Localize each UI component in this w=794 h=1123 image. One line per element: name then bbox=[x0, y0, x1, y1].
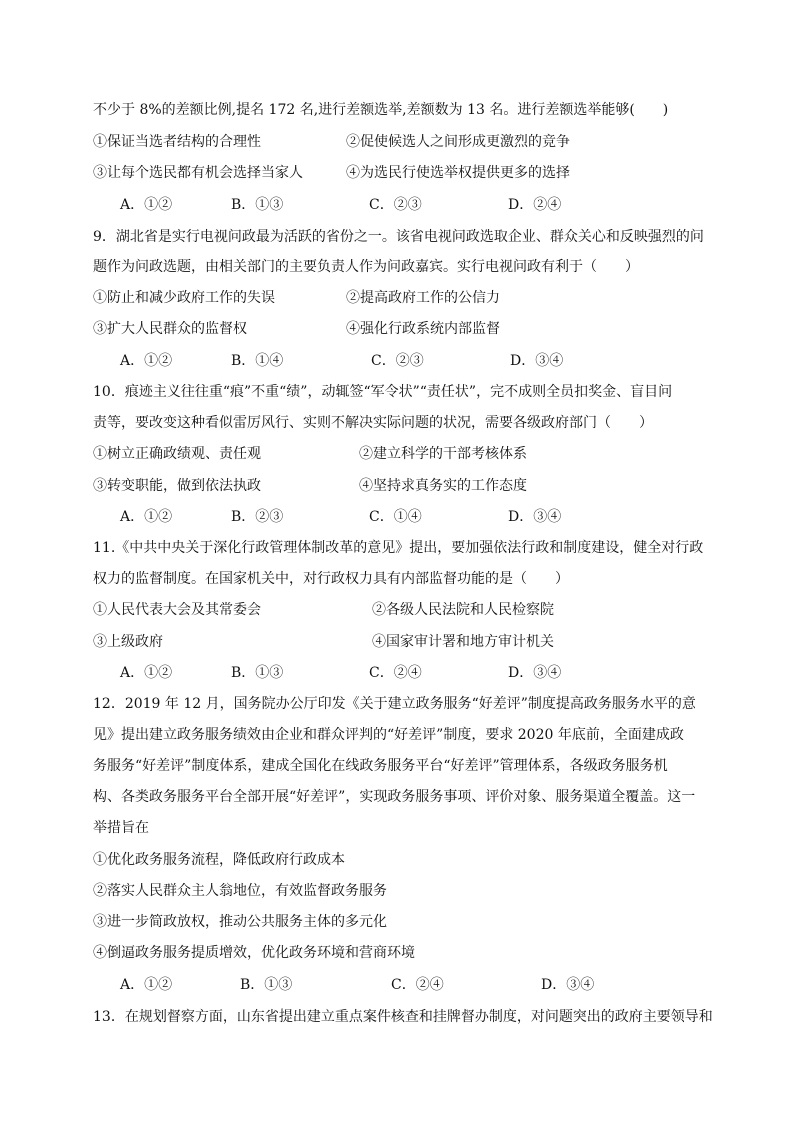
q8-statement-3: ③让每个选民都有机会选择当家人 bbox=[93, 165, 303, 181]
q8-option-b[interactable]: B．①③ bbox=[231, 197, 284, 213]
q9-statement-4: ④强化行政系统内部监督 bbox=[346, 321, 500, 337]
q9-statement-1: ①防止和减少政府工作的失误 bbox=[93, 290, 275, 306]
q8-option-c[interactable]: C．②③ bbox=[369, 197, 422, 213]
q9-statement-2: ②提高政府工作的公信力 bbox=[346, 290, 500, 306]
q12-option-b[interactable]: B．①③ bbox=[240, 977, 293, 993]
q11-option-c[interactable]: C．②④ bbox=[369, 665, 422, 681]
q12-statement-3: ③进一步简政放权，推动公共服务主体的多元化 bbox=[93, 914, 387, 930]
q9-option-d[interactable]: D．③④ bbox=[510, 353, 564, 369]
q11-statement-1: ①人民代表大会及其常委会 bbox=[93, 602, 261, 618]
q9-option-a[interactable]: A．①② bbox=[120, 353, 173, 369]
q10-statement-1: ①树立正确政绩观、责任观 bbox=[93, 446, 261, 462]
q10-option-b[interactable]: B．②③ bbox=[231, 509, 284, 525]
q12-statement-2: ②落实人民群众主人翁地位，有效监督政务服务 bbox=[93, 883, 387, 899]
q10-option-c[interactable]: C．①④ bbox=[369, 509, 422, 525]
q11-statement-3: ③上级政府 bbox=[93, 634, 163, 650]
q11-option-b[interactable]: B．①③ bbox=[231, 665, 284, 681]
q8-option-d[interactable]: D．②④ bbox=[508, 197, 562, 213]
q12-statement-1: ①优化政务服务流程，降低政府行政成本 bbox=[93, 852, 345, 868]
q12-statement-4: ④倒逼政务服务提质增效，优化政务环境和营商环境 bbox=[93, 945, 415, 961]
q11-stem-line-1: 11.《中共中央关于深化行政管理体制改革的意见》提出，要加强依法行政和制度建设，健全对行政 bbox=[93, 540, 704, 556]
q12-stem-line-2: 见》提出建立政务服务绩效由企业和群众评判的“好差评”制度，要求 2020 年底前，全面建成政 bbox=[93, 727, 684, 743]
q10-stem-line-1: 10．痕迹主义往往重“痕”不重“绩”，动辄签“军令状”“责任状”，完不成则全员扣奖金、盲目问 bbox=[93, 384, 673, 400]
q9-option-c[interactable]: C．②③ bbox=[371, 353, 424, 369]
q12-stem-line-1: 12．2019 年 12 月，国务院办公厅印发《关于建立政务服务“好差评”制度提高政务服务水平的意 bbox=[93, 696, 696, 712]
q10-statement-4: ④坚持求真务实的工作态度 bbox=[359, 478, 527, 494]
q11-statement-4: ④国家审计署和地方审计机关 bbox=[372, 634, 554, 650]
q12-stem-line-5: 举措旨在 bbox=[93, 820, 149, 836]
q9-option-b[interactable]: B．①④ bbox=[231, 353, 284, 369]
q12-option-c[interactable]: C．②④ bbox=[391, 977, 444, 993]
q10-option-d[interactable]: D．③④ bbox=[508, 509, 562, 525]
q8-options bbox=[0, 198, 794, 216]
q12-stem-line-4: 构、各类政务服务平台全部开展“好差评”，实现政务服务事项、评价对象、服务渠道全覆盖。这一 bbox=[93, 789, 696, 805]
q12-option-d[interactable]: D．③④ bbox=[541, 977, 595, 993]
q10-stem-line-2: 责等，要改变这种看似雷厉风行、实则不解决实际问题的状况，需要各级政府部门（ ） bbox=[93, 415, 653, 431]
q11-option-a[interactable]: A．①② bbox=[120, 665, 173, 681]
q9-stem-line-1: 9．湖北省是实行电视问政最为活跃的省份之一。该省电视问政选取企业、群众关心和反映强烈的问 bbox=[93, 229, 704, 245]
q9-statement-3: ③扩大人民群众的监督权 bbox=[93, 321, 247, 337]
q8-stem-tail: 不少于 8%的差额比例,提名 172 名,进行差额选举,差额数为 13 名。进行差额选举能够( ) bbox=[93, 102, 669, 118]
q12-stem-line-3: 务服务“好差评”制度体系，建成全国化在线政务服务平台“好差评”管理体系，各级政务服务机 bbox=[93, 758, 668, 774]
q8-statement-2: ②促使候选人之间形成更激烈的竞争 bbox=[346, 134, 570, 150]
q11-options bbox=[0, 666, 794, 684]
q10-option-a[interactable]: A．①② bbox=[120, 509, 173, 525]
q12-options bbox=[0, 978, 794, 996]
q8-statement-1: ①保证当选者结构的合理性 bbox=[93, 134, 261, 150]
q11-statement-2: ②各级人民法院和人民检察院 bbox=[372, 602, 554, 618]
q9-options bbox=[0, 354, 794, 372]
q11-option-d[interactable]: D．③④ bbox=[508, 665, 562, 681]
q8-option-a[interactable]: A．①② bbox=[120, 197, 173, 213]
q9-stem-line-2: 题作为问政选题，由相关部门的主要负责人作为问政嘉宾。实行电视问政有利于（ ） bbox=[93, 259, 639, 275]
q10-statement-3: ③转变职能，做到依法执政 bbox=[93, 478, 261, 494]
q8-statement-4: ④为选民行使选举权提供更多的选择 bbox=[346, 165, 570, 181]
q12-option-a[interactable]: A．①② bbox=[120, 977, 173, 993]
q11-stem-line-2: 权力的监督制度。在国家机关中，对行政权力具有内部监督功能的是（ ） bbox=[93, 571, 569, 587]
q13-stem-line-1: 13．在规划督察方面，山东省提出建立重点案件核查和挂牌督办制度，对问题突出的政府主要领导和 bbox=[93, 1009, 713, 1025]
q10-options bbox=[0, 510, 794, 528]
q10-statement-2: ②建立科学的干部考核体系 bbox=[359, 446, 527, 462]
